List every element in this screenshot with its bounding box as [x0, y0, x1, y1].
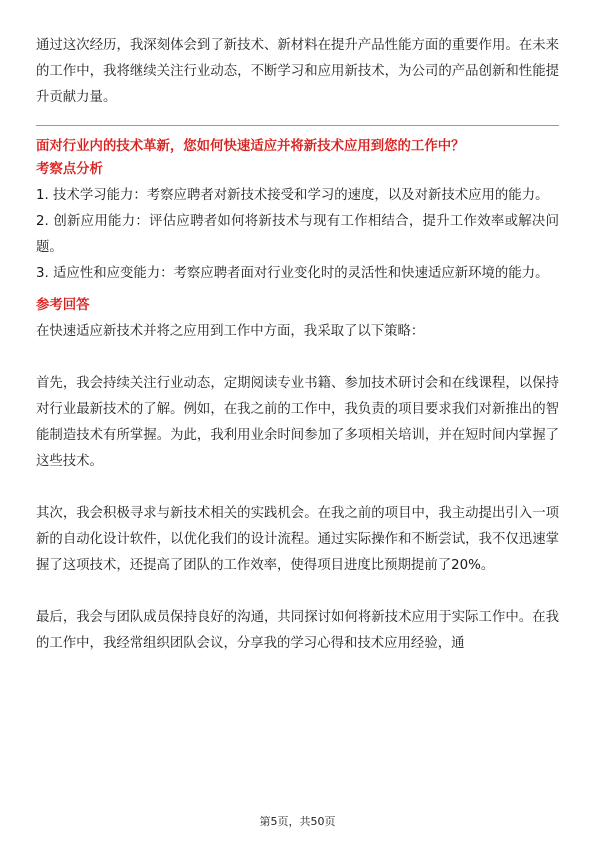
answer-paragraph: 最后，我会与团队成员保持良好的沟通，共同探讨如何将新技术应用于实际工作中。在我的工作中，我经常组织团队会议，分享我的学习心得和技术应用经验，通 — [36, 610, 559, 651]
intro-paragraph: 通过这次经历，我深刻体会到了新技术、新材料在提升产品性能方面的重要作用。在未来的工作中，我将继续关注行业动态，不断学习和应用新技术，为公司的产品创新和性能提升贡献力量。 — [36, 38, 559, 105]
answer-lead: 在快速适应新技术并将之应用到工作中方面，我采取了以下策略： — [36, 324, 425, 339]
answer-heading: 参考回答 — [36, 298, 90, 313]
analysis-point: 3. 适应性和应变能力：考察应聘者面对行业变化时的灵活性和快速适应新环境的能力。 — [36, 266, 549, 281]
section-divider — [36, 125, 559, 126]
page-footer: 第5页，共50页 — [259, 815, 336, 828]
answer-paragraph: 首先，我会持续关注行业动态，定期阅读专业书籍、参加技术研讨会和在线课程，以保持对行业最新技术的了解。例如，在我之前的工作中，我负责的项目要求我们对新推出的智能制造技术有所掌握。为此，我利用业余时间参加了多项相关培训，并在短时间内掌握了这些技术。 — [36, 376, 559, 469]
page-content — [36, 33, 559, 657]
analysis-heading: 考察点分析 — [36, 162, 103, 177]
analysis-point: 1. 技术学习能力：考察应聘者对新技术接受和学习的速度，以及对新技术应用的能力。 — [36, 188, 549, 203]
answer-paragraph: 其次，我会积极寻求与新技术相关的实践机会。在我之前的项目中，我主动提出引入一项新的自动化设计软件，以优化我们的设计流程。通过实际操作和不断尝试，我不仅迅速掌握了这项技术，还提高了团队的工作效率，使得项目进度比预期提前了20%。 — [36, 506, 559, 573]
analysis-point: 2. 创新应用能力：评估应聘者如何将新技术与现有工作相结合，提升工作效率或解决问题。 — [36, 214, 559, 255]
interview-question: 面对行业内的技术革新，您如何快速适应并将新技术应用到您的工作中？ — [36, 139, 465, 154]
analysis-points — [36, 183, 559, 287]
